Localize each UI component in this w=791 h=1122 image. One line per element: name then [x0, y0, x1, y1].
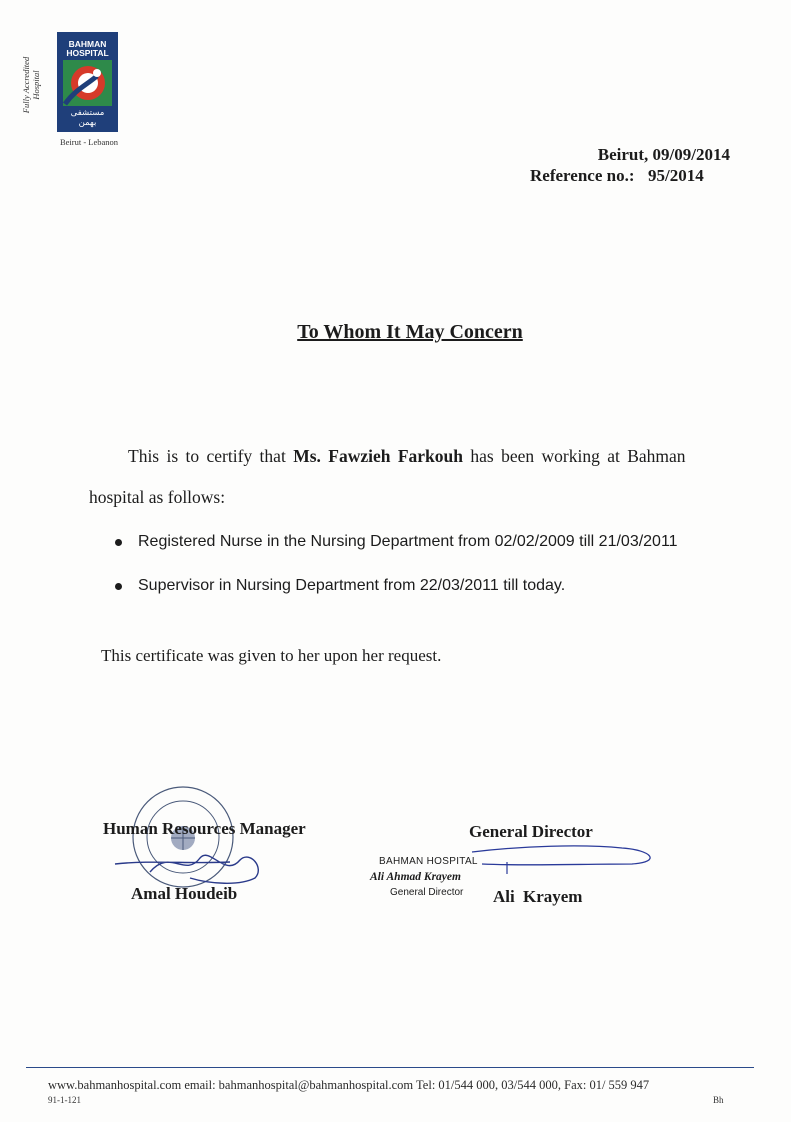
reference-label: Reference no.:: [530, 166, 635, 185]
logo-name-line-2: HOSPITAL: [66, 48, 109, 58]
closing-paragraph: This certificate was given to her upon her request.: [101, 646, 442, 665]
director-stamp-name: Ali Ahmad Krayem: [370, 871, 461, 883]
hr-manager-name: Amal Houdeib: [131, 884, 238, 903]
logo-emblem-icon: [63, 60, 112, 106]
accreditation-line-1: Fully Accredited: [21, 56, 31, 114]
footer-divider: [26, 1067, 754, 1068]
logo-location: Beirut - Lebanon: [59, 137, 119, 147]
position-item: Registered Nurse in the Nursing Department from 02/02/2009 till 21/03/2011: [114, 531, 678, 575]
reference-value: 95/2014: [648, 166, 704, 185]
footer-contact-info: www.bahmanhospital.com email: bahmanhospital@bahmanhospital.com Tel: 01/544 000, 03/544 000, Fax: 01/ 559 947: [48, 1078, 650, 1092]
hr-manager-title: Human Resources Manager: [103, 819, 306, 838]
director-stamp-hospital: BAHMAN HOSPITAL: [379, 856, 478, 867]
intro-paragraph-line-2: hospital as follows:: [89, 487, 226, 507]
logo-arabic-line-2: بهمن: [78, 118, 97, 128]
letter-date: Beirut, 09/09/2014: [597, 145, 730, 164]
footer-initials: Bh: [713, 1095, 724, 1105]
accreditation-label: [21, 46, 49, 124]
positions-list: [114, 531, 678, 619]
intro-paragraph-line-1: [128, 445, 733, 467]
letter-title: To Whom It May Concern: [297, 321, 523, 343]
footer-form-code: 91-1-121: [48, 1095, 81, 1105]
accreditation-line-2: Hospital: [31, 70, 41, 100]
hospital-logo: [57, 32, 118, 132]
director-stamp-role: General Director: [390, 887, 464, 898]
position-item: Supervisor in Nursing Department from 22/03/2011 till today.: [114, 575, 678, 619]
logo-arabic-line-1: مستشفى: [70, 108, 105, 118]
general-director-title: General Director: [469, 822, 593, 841]
general-director-name: Ali Krayem: [493, 887, 583, 906]
intro-after: has been working at Bahman: [470, 446, 686, 466]
logo-name-line-1: BAHMAN: [68, 39, 107, 49]
intro-before: This is to certify that: [128, 446, 286, 466]
logo-name: [57, 40, 118, 58]
logo-arabic-name: [57, 108, 118, 128]
employee-name: Ms. Fawzieh Farkouh: [293, 446, 464, 466]
hr-signature-icon: [110, 838, 270, 888]
